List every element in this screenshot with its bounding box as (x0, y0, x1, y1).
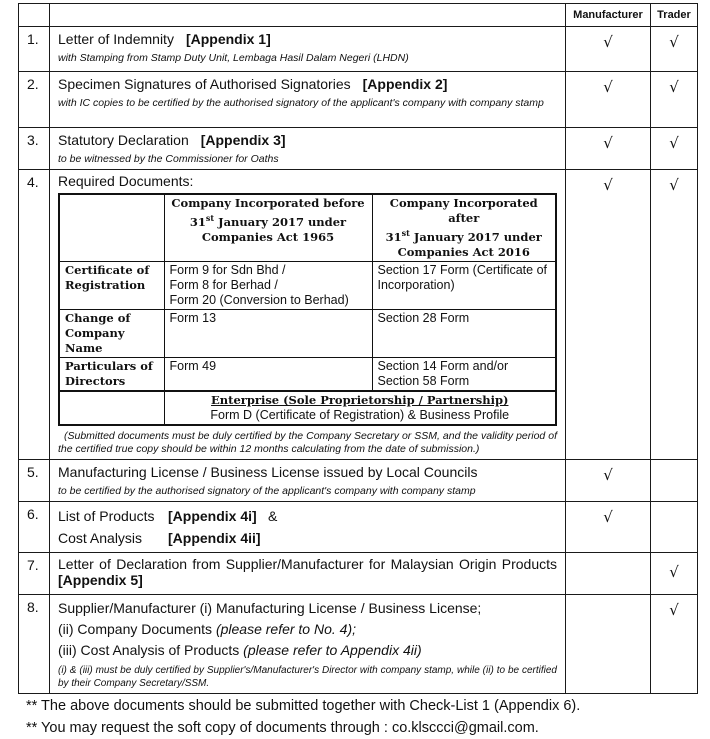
row-number: 7. (19, 553, 50, 595)
table-row (19, 27, 698, 72)
inner-cell-after: Section 28 Form (372, 309, 556, 357)
inner-row-change-name (59, 309, 556, 357)
enterprise-cell (164, 391, 556, 425)
item-line-1: Supplier/Manufacturer (i) Manufacturing License / Business License; (58, 600, 482, 617)
item-subtext: (i) & (iii) must be duly certified by Supplier's/Manufacturer's Director with company stamp, while (ii) to be certified by their Company Secretary/SSM. (58, 665, 557, 690)
item-title: Cost Analysis (58, 530, 143, 547)
item-subtext: to be certified by the authorised signatory of the applicant's company with company stamp (58, 485, 476, 498)
item-title: Letter of Indemnity (58, 31, 174, 47)
trader-check: √ (651, 595, 698, 694)
required-documents-table (58, 193, 557, 426)
row-number: 8. (19, 595, 50, 694)
row-number: 1. (19, 27, 50, 72)
table-row (19, 502, 698, 553)
item-title: Letter of Declaration from Supplier/Manufacturer for Malaysian Origin Products (58, 556, 557, 573)
manufacturer-check: √ (566, 170, 651, 460)
header-manufacturer: Manufacturer (566, 4, 651, 27)
item-title: Specimen Signatures of Authorised Signatories (58, 76, 351, 92)
table-row (19, 128, 698, 170)
certification-note: (Submitted documents must be duly certified by the Company Secretary or SSM, and the validity period of the certified true copy should be within 12 months calculating from the date of submission.) (58, 430, 557, 456)
row-content (50, 72, 566, 128)
checklist-table (18, 3, 698, 694)
row-number: 5. (19, 460, 50, 502)
appendix-ref: [Appendix 2] (362, 76, 448, 92)
item-subtext: with Stamping from Stamp Duty Unit, Lembaga Hasil Dalam Negeri (LHDN) (58, 52, 409, 64)
item-title: List of Products (58, 508, 155, 525)
manufacturer-check (566, 553, 651, 595)
appendix-ref: [Appendix 1] (185, 31, 271, 47)
appendix-ref: [Appendix 4i] (168, 508, 257, 525)
ampersand: & (268, 508, 278, 525)
item-title: Required Documents: (58, 173, 194, 189)
appendix-ref: [Appendix 3] (200, 132, 286, 148)
manufacturer-check: √ (566, 128, 651, 170)
trader-check: √ (651, 27, 698, 72)
inner-row-label: Particulars of Directors (59, 357, 164, 391)
header-row (19, 4, 698, 27)
inner-cell-blank (59, 391, 164, 425)
inner-header-before-2017: Company Incorporated before 31st January 2017 under Companies Act 1965 (164, 194, 372, 261)
table-row (19, 595, 698, 694)
row-number: 2. (19, 72, 50, 128)
manufacturer-check: √ (566, 72, 651, 128)
inner-cell-after: Section 17 Form (Certificate of Incorporation) (372, 261, 556, 309)
inner-row-directors (59, 357, 556, 391)
footer-note-2: ** You may request the soft copy of documents through : co.klsccci@gmail.com. (26, 720, 539, 736)
inner-cell-after: Section 14 Form and/or Section 58 Form (372, 357, 556, 391)
trader-check (651, 502, 698, 553)
enterprise-title: Enterprise (Sole Proprietorship / Partnership) (211, 393, 509, 408)
table-row (19, 170, 698, 460)
inner-row-certificate (59, 261, 556, 309)
row-number: 3. (19, 128, 50, 170)
manufacturer-check: √ (566, 502, 651, 553)
row-content (50, 595, 566, 694)
trader-check: √ (651, 72, 698, 128)
item-line-3: (iii) Cost Analysis of Products (please refer to Appendix 4ii) (58, 642, 422, 659)
inner-header-after-2017: Company Incorporated after 31st January 2017 under Companies Act 2016 (372, 194, 556, 261)
header-no (19, 4, 50, 27)
header-item (50, 4, 566, 27)
inner-cell-before: Form 13 (164, 309, 372, 357)
row-content (50, 460, 566, 502)
trader-check (651, 460, 698, 502)
table-row (19, 460, 698, 502)
row-content (50, 502, 566, 553)
inner-cell-before: Form 49 (164, 357, 372, 391)
enterprise-text: Form D (Certificate of Registration) & Business Profile (210, 408, 510, 423)
row-content (50, 170, 566, 460)
header-trader: Trader (651, 4, 698, 27)
row-number: 4. (19, 170, 50, 460)
row-content (50, 553, 566, 595)
appendix-ref: [Appendix 4ii] (168, 530, 261, 547)
table-row (19, 553, 698, 595)
item-subtext: to be witnessed by the Commissioner for Oaths (58, 153, 279, 165)
footer-note-1: ** The above documents should be submitted together with Check-List 1 (Appendix 6). (26, 698, 581, 714)
row-content (50, 128, 566, 170)
inner-row-label: Certificate of Registration (59, 261, 164, 309)
row-content (50, 27, 566, 72)
inner-header-row (59, 194, 556, 261)
trader-check: √ (651, 170, 698, 460)
manufacturer-check (566, 595, 651, 694)
inner-row-enterprise (59, 391, 556, 425)
manufacturer-check: √ (566, 27, 651, 72)
item-title: Statutory Declaration (58, 132, 189, 148)
item-line-2: (ii) Company Documents (please refer to No. 4); (58, 621, 356, 638)
trader-check: √ (651, 128, 698, 170)
table-row (19, 72, 698, 128)
inner-row-label: Change of Company Name (59, 309, 164, 357)
inner-header-blank (59, 194, 164, 261)
appendix-ref: [Appendix 5] (58, 572, 143, 589)
row-number: 6. (19, 502, 50, 553)
manufacturer-check: √ (566, 460, 651, 502)
item-title: Manufacturing License / Business License issued by Local Councils (58, 464, 478, 481)
trader-check: √ (651, 553, 698, 595)
inner-cell-before: Form 9 for Sdn Bhd / Form 8 for Berhad / Form 20 (Conversion to Berhad) (164, 261, 372, 309)
item-subtext: with IC copies to be certified by the authorised signatory of the applicant's company with company stamp (58, 97, 544, 109)
